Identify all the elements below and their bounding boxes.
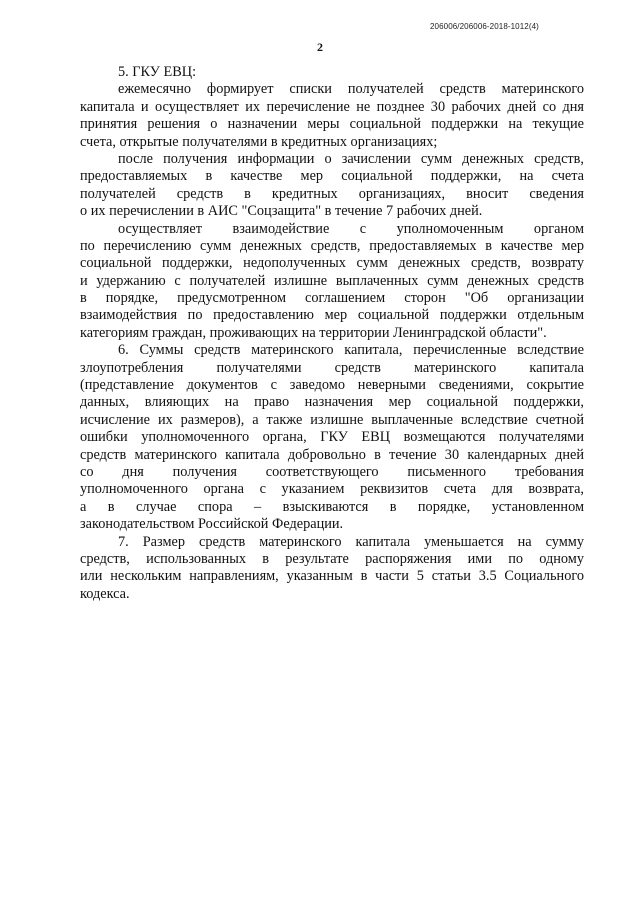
text-line: о их перечислении в АИС "Соцзащита" в течение 7 рабочих дней. — [80, 203, 483, 220]
text-line: или нескольким направлениям, указанным в части 5 статьи 3.5 Социального — [80, 568, 584, 585]
text-line: ошибки уполномоченного органа, ГКУ ЕВЦ возмещаются получателями — [80, 429, 584, 446]
text-line: злоупотребления получателями средств материнского капитала — [80, 359, 584, 376]
document-body — [80, 64, 584, 603]
page-number: 2 — [317, 40, 323, 54]
text-line: уполномоченного органа с указанием реквизитов счета для возврата, — [80, 481, 584, 498]
text-line: ежемесячно формирует списки получателей средств материнского — [118, 81, 584, 98]
text-line: получателей средств в кредитных организациях, вносит сведения — [80, 185, 584, 202]
text-line: средств, использованных в результате распоряжения ими по одному — [80, 550, 584, 567]
text-line: кодекса. — [80, 585, 130, 602]
text-line: исчисление их размеров), а также излишне выплаченные вследствие счетной — [80, 411, 584, 428]
document-code: 206006/206006-2018-1012(4) — [430, 22, 539, 31]
text-line: 5. ГКУ ЕВЦ: — [118, 64, 197, 80]
text-line: по перечислению сумм денежных средств, предоставляемых в качестве мер — [80, 237, 584, 254]
text-line: принятия решения о назначении меры социальной поддержки на текущие — [80, 116, 584, 133]
text-line: взаимодействия по предоставлению мер социальной поддержки отдельным — [80, 307, 584, 324]
text-line: 7. Размер средств материнского капитала уменьшается на сумму — [118, 533, 584, 550]
text-line: счета, открытые получателями в кредитных организациях; — [80, 133, 438, 150]
text-line: социальной поддержки, недополученных сумм денежных средств, возврату — [80, 255, 584, 272]
text-line: и удержанию с получателей излишне выплаченных сумм денежных средств — [80, 272, 584, 289]
text-line: капитала и осуществляет их перечисление не позднее 30 рабочих дней со дня — [80, 98, 584, 115]
text-line: со дня получения соответствующего письменного требования — [80, 463, 584, 480]
text-line: данных, влияющих на право назначения мер социальной поддержки, — [80, 394, 584, 411]
text-line: предоставляемых в качестве мер социальной поддержки, на счета — [80, 168, 584, 185]
text-line: осуществляет взаимодействие с уполномоченным органом — [118, 220, 584, 237]
text-line: 6. Суммы средств материнского капитала, перечисленные вследствие — [118, 342, 584, 359]
text-line: в порядке, предусмотренном соглашением сторон "Об организации — [80, 290, 584, 307]
text-line: после получения информации о зачислении сумм денежных средств, — [118, 150, 584, 167]
text-line: а в случае спора – взыскиваются в порядке, установленном — [80, 498, 584, 515]
text-line: категориям граждан, проживающих на территории Ленинградской области". — [80, 324, 547, 341]
text-line: (представление документов с заведомо неверными сведениями, сокрытие — [80, 377, 584, 394]
text-line: средств материнского капитала добровольно в течение 30 календарных дней — [80, 446, 584, 463]
text-line: законодательством Российской Федерации. — [80, 516, 344, 533]
